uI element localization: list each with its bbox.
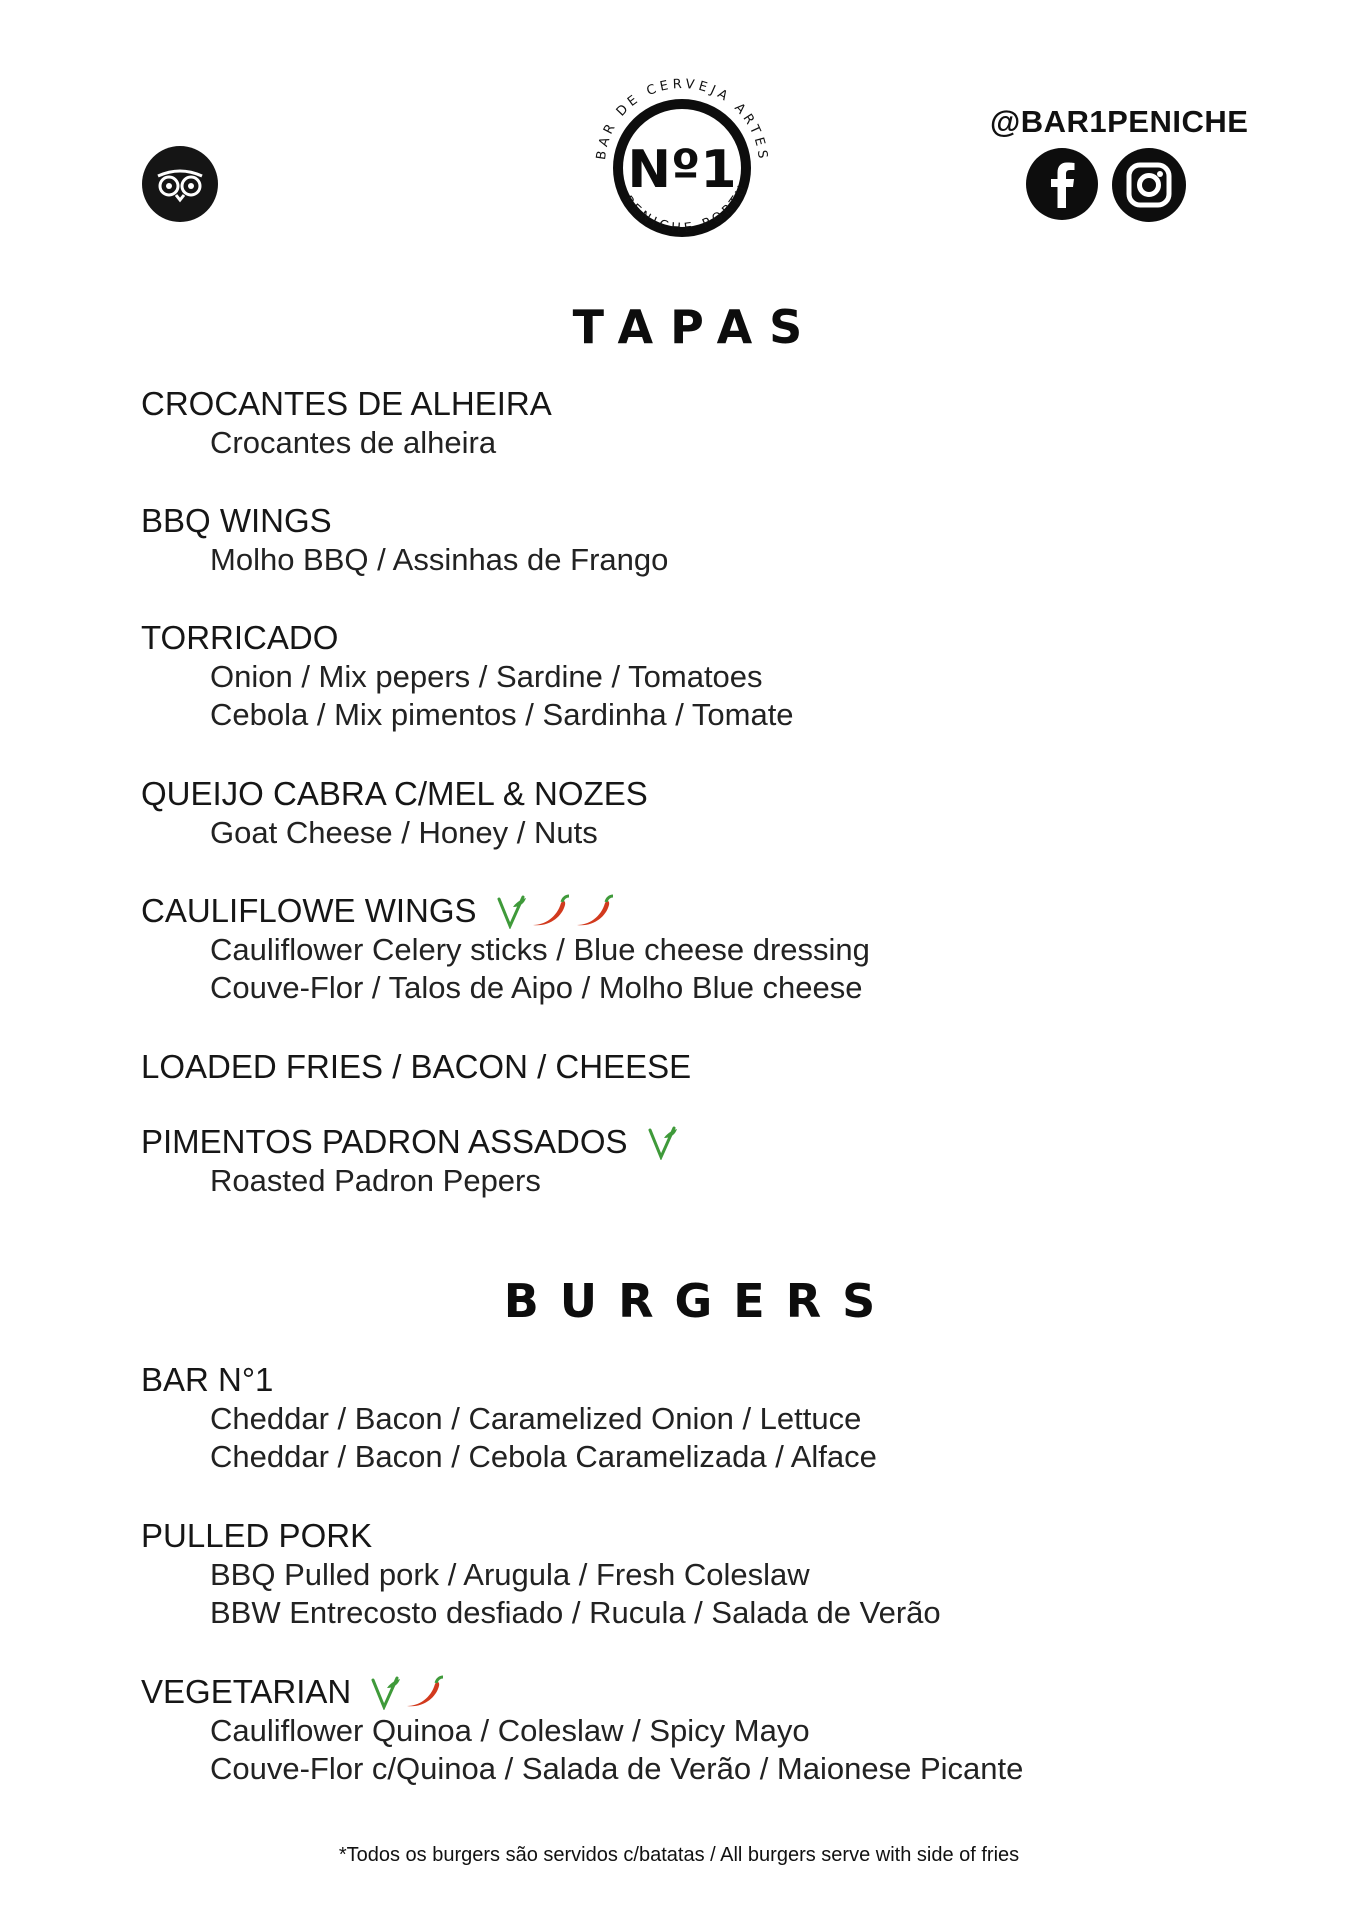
bar-no1-logo (577, 60, 787, 270)
item-description: Goat Cheese / Honey / Nuts (210, 815, 598, 850)
item-name: PIMENTOS PADRON ASSADOS (141, 1123, 628, 1160)
menu-item (141, 1360, 877, 1476)
seal-center-text: Nº1 (627, 140, 737, 200)
tripadvisor-icon[interactable] (142, 146, 218, 222)
item-name: CROCANTES DE ALHEIRA (141, 385, 552, 422)
menu-item (141, 774, 648, 852)
instagram-icon[interactable] (1112, 148, 1186, 222)
item-description: Couve-Flor c/Quinoa / Salada de Verão / Maionese Picante (210, 1751, 1024, 1786)
item-name: BAR N°1 (141, 1361, 274, 1398)
item-name: QUEIJO CABRA C/MEL & NOZES (141, 775, 648, 812)
item-description: BBQ Pulled pork / Arugula / Fresh Coleslaw (210, 1557, 810, 1592)
footnote: *Todos os burgers são servidos c/batatas / All burgers serve with side of fries (338, 1844, 1020, 1866)
facebook-icon[interactable] (1026, 148, 1098, 220)
social-handle: @BAR1PENICHE (990, 104, 1249, 139)
section-title-burgers: BURGERS (503, 1274, 897, 1328)
chili-icon (403, 1674, 445, 1710)
item-description: Cheddar / Bacon / Caramelized Onion / Lettuce (210, 1401, 862, 1436)
item-name: TORRICADO (141, 619, 339, 656)
vegan-icon (367, 1674, 401, 1710)
menu-item (141, 618, 794, 734)
item-description: Cauliflower Celery sticks / Blue cheese dressing (210, 932, 870, 967)
seal-arc-text: BAR DE CERVEJA ARTES (593, 76, 771, 164)
item-description: Crocantes de alheira (210, 425, 497, 460)
vegan-icon (493, 893, 527, 929)
item-description: BBW Entrecosto desfiado / Rucula / Salada de Verão (210, 1595, 941, 1630)
menu-item (141, 891, 870, 1007)
seal-bottom-text: PENICHE PORTU (619, 180, 753, 237)
item-description: Couve-Flor / Talos de Aipo / Molho Blue cheese (210, 970, 863, 1005)
vegan-icon (644, 1124, 678, 1160)
item-description: Roasted Padron Pepers (210, 1163, 541, 1198)
chili-icon (573, 893, 615, 929)
item-description: Cheddar / Bacon / Cebola Caramelizada / Alface (210, 1439, 877, 1474)
item-name: VEGETARIAN (141, 1673, 352, 1710)
item-name: PULLED PORK (141, 1517, 373, 1554)
menu-item (141, 1672, 1023, 1788)
item-description: Onion / Mix pepers / Sardine / Tomatoes (210, 659, 763, 694)
item-description: Cauliflower Quinoa / Coleslaw / Spicy Mayo (210, 1713, 810, 1748)
menu-item (141, 1122, 678, 1200)
chili-icon (529, 893, 571, 929)
item-name: BBQ WINGS (141, 502, 332, 539)
section-title-tapas: TAPAS (572, 300, 820, 354)
menu-item (141, 384, 552, 462)
item-name: CAULIFLOWE WINGS (141, 892, 477, 929)
menu-item (141, 1516, 941, 1632)
item-name: LOADED FRIES / BACON / CHEESE (141, 1048, 692, 1085)
item-description: Cebola / Mix pimentos / Sardinha / Tomate (210, 697, 794, 732)
menu-item (141, 501, 668, 579)
item-description: Molho BBQ / Assinhas de Frango (210, 542, 669, 577)
menu-item (141, 1047, 691, 1087)
